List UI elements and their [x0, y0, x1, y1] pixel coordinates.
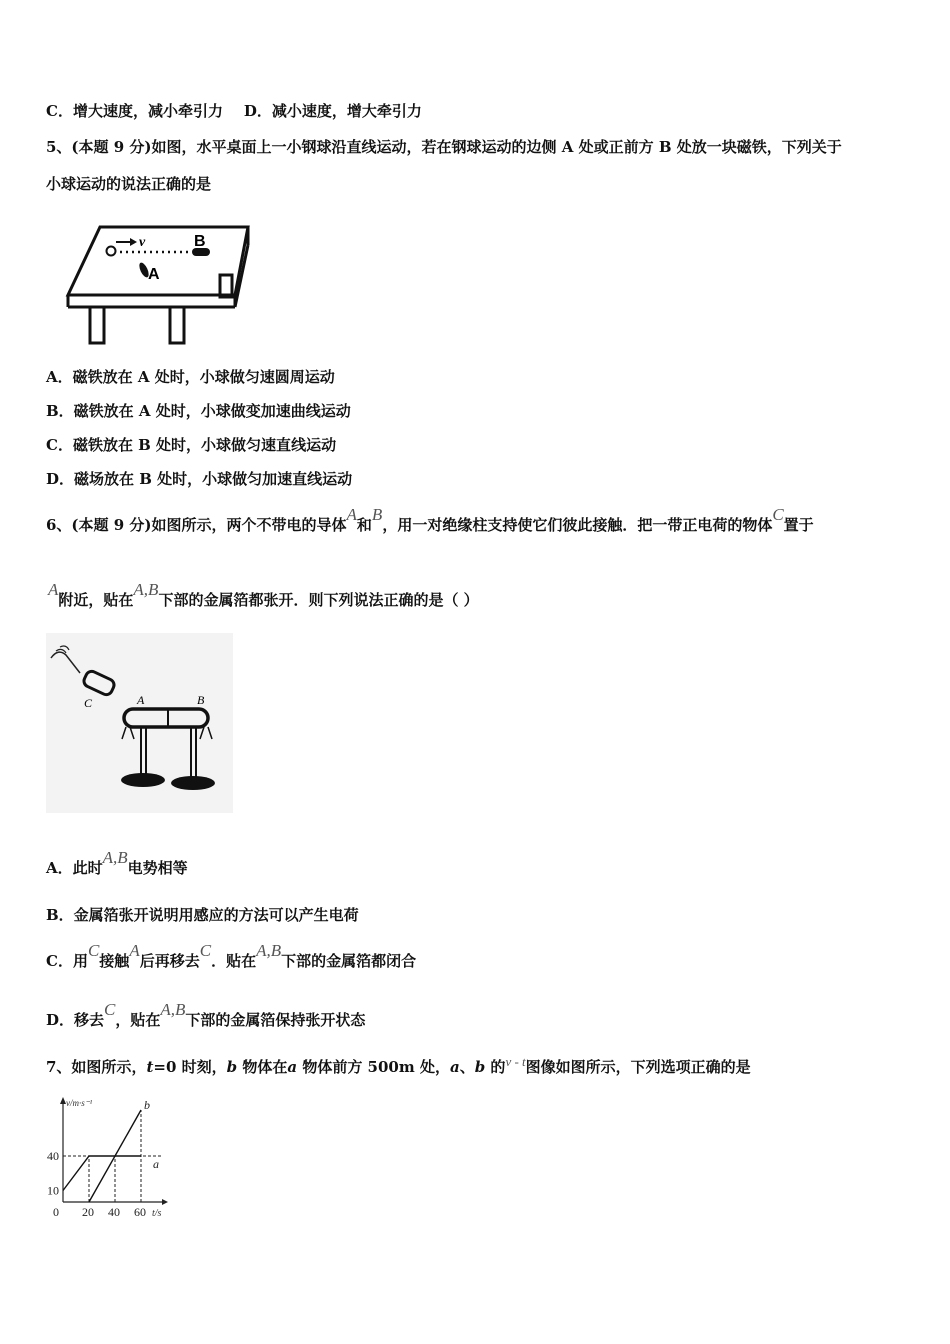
x-tick-label: 20	[82, 1205, 94, 1219]
q6-stem-line1: 6、(本题 9 分)如图所示，两个不带电的导体A和B，用一对绝缘柱支持使它们彼此接触．把一带正电荷的物体C置于	[46, 505, 814, 534]
sym-a: A	[346, 505, 357, 524]
label-a: A	[148, 266, 160, 283]
q5-table-figure	[60, 215, 260, 355]
x-axis-label: t/s	[152, 1208, 162, 1219]
y-axis-label: v/m·s⁻¹	[66, 1098, 93, 1108]
x-axis-arrow	[162, 1199, 168, 1205]
steel-ball-icon	[107, 247, 116, 256]
series-label-b: b	[144, 1098, 150, 1112]
q5-stem-line1: 5、(本题 9 分)如图，水平桌面上一小钢球沿直线运动，若在钢球运动的边侧 A 处或正前方 B 处放一块磁铁，下列关于	[46, 138, 842, 156]
q5-option-c: C．磁铁放在 B 处时，小球做匀速直线运动	[46, 436, 337, 454]
y-tick-label: 10	[47, 1183, 59, 1198]
q4-options-line	[46, 101, 422, 121]
y-tick-label: 40	[47, 1149, 59, 1163]
q4-option-c: C．增大速度，减小牵引力	[46, 102, 223, 120]
q5-stem-line2: 小球运动的说法正确的是	[46, 175, 212, 193]
q6-conductor-figure	[46, 633, 233, 813]
hand-icon	[51, 652, 80, 673]
q6-option-a: A．此时A,B电势相等	[46, 848, 188, 877]
series-label-a: a	[153, 1157, 159, 1171]
x-tick-label: 60	[134, 1205, 146, 1219]
q5-option-b: B．磁铁放在 A 处时，小球做变加速曲线运动	[46, 402, 351, 420]
charged-rod-c	[82, 669, 116, 696]
conductor-ab	[124, 709, 208, 727]
label-v: v	[139, 235, 146, 250]
label-a-fig: A	[137, 693, 145, 707]
x-tick-label: 40	[108, 1205, 120, 1219]
sym-c: C	[772, 505, 784, 524]
sym-b: B	[371, 505, 383, 524]
q7-vt-chart	[40, 1092, 200, 1222]
label-b-fig: B	[197, 693, 205, 707]
q6-stem-line2: A附近，贴在A,B下部的金属箔都张开．则下列说法正确的是（ ）	[48, 580, 479, 609]
q7-stem: 7、如图所示，t=0 时刻，b 物体在a 物体前方 500m 处，a、b 的v - t图像如图所示，下列选项正确的是	[46, 1054, 751, 1076]
label-b: B	[194, 233, 206, 250]
q4-option-d: D．减小速度，增大牵引力	[243, 102, 422, 120]
series-line-a	[63, 1156, 141, 1191]
x-tick-label: 0	[53, 1205, 59, 1219]
q6-option-b: B．金属箔张开说明用感应的方法可以产生电荷	[46, 906, 359, 924]
label-c: C	[84, 696, 93, 710]
q5-option-d: D．磁场放在 B 处时，小球做匀加速直线运动	[46, 470, 353, 488]
q6-option-d: D．移去C，贴在A,B下部的金属箔保持张开状态	[46, 1000, 366, 1029]
q6-option-c: C．用C接触A后再移去C．贴在A,B下部的金属箔都闭合	[46, 941, 417, 970]
q5-option-a: A．磁铁放在 A 处时，小球做匀速圆周运动	[46, 368, 335, 386]
